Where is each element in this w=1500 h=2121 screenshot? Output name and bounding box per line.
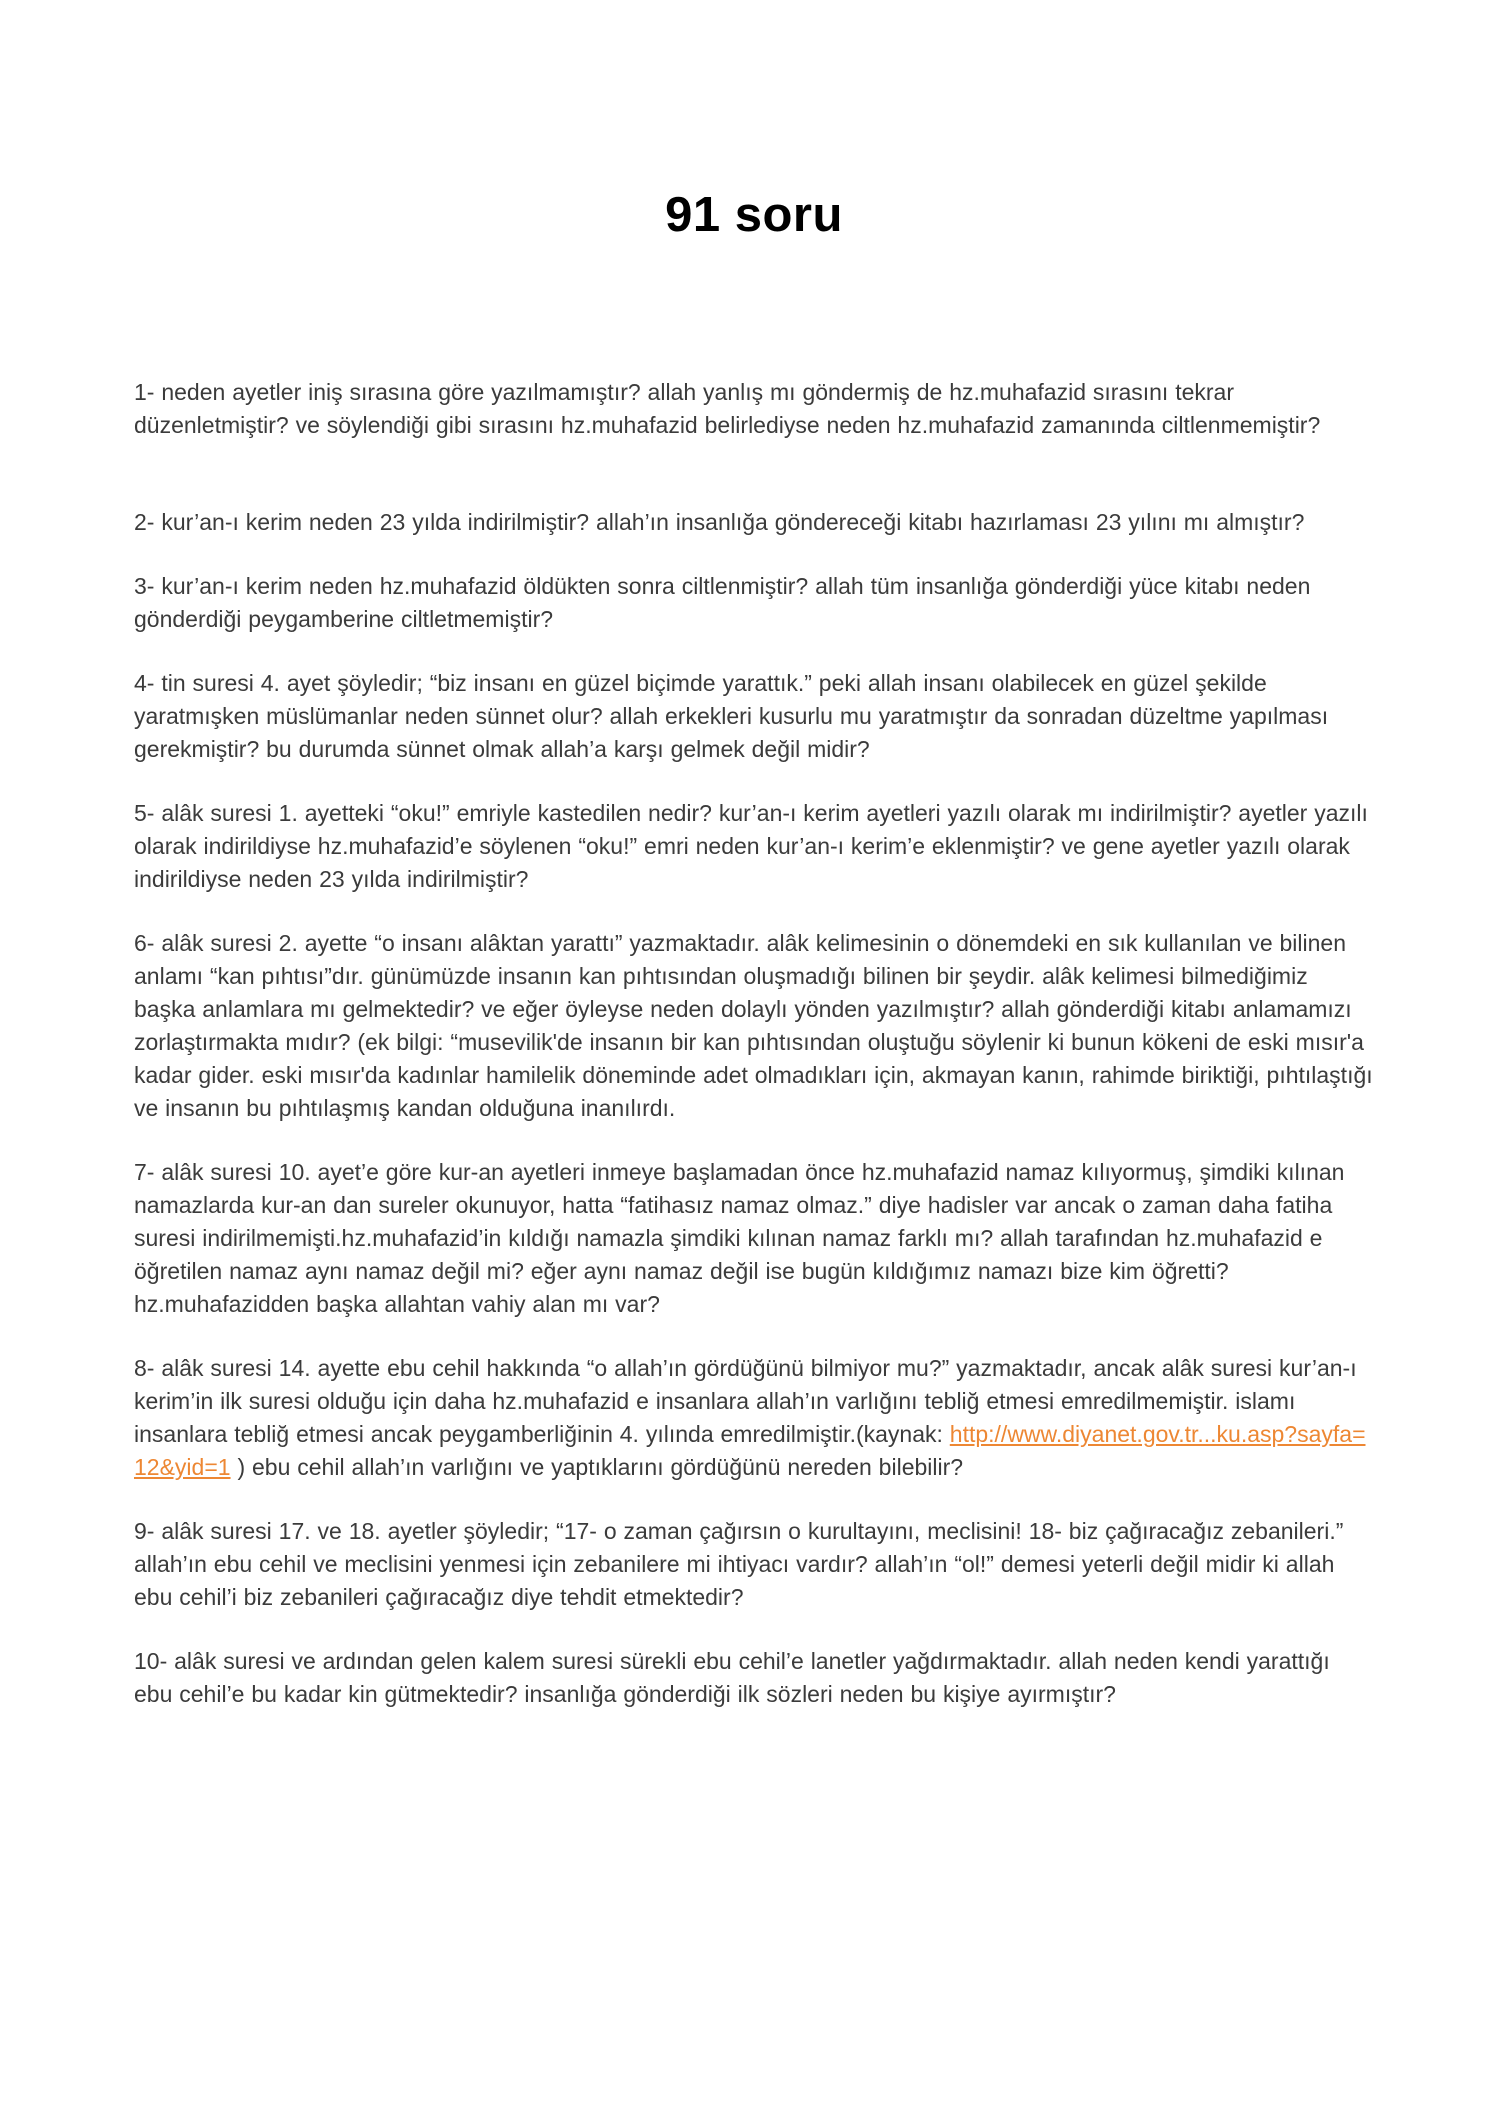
question-7: 7- alâk suresi 10. ayet’e göre kur-an ayetleri inmeye başlamadan önce hz.muhafazid namaz kılıyormuş, şimdiki kılınan namazlarda kur-an dan sureler okunuyor, hatta “fatihasız namaz olmaz.” diye hadisler var ancak o zaman daha fatiha suresi indirilmemişti.hz.muhafazid’in kıldığı namazla şimdiki kılınan namaz farklı mı? allah tarafından hz.muhafazid e öğretilen namaz aynı namaz değil mi? eğer aynı namaz değil ise bugün kıldığımız namazı bize kim öğretti? hz.muhafazidden başka allahtan vahiy alan mı var?: [134, 1159, 1345, 1317]
question-6: 6- alâk suresi 2. ayette “o insanı alâktan yarattı” yazmaktadır. alâk kelimesinin o dönemdeki en sık kullanılan ve bilinen anlamı “kan pıhtısı”dır. günümüzde insanın kan pıhtısından oluşmadığı bilinen bir şeydir. alâk kelimesi bilmediğimiz başka anlamlara mı gelmektedir? ve eğer öyleyse neden dolaylı yönden yazılmıştır? allah gönderdiği kitabı anlamamızı zorlaştırmakta mıdır? (ek bilgi: “musevilik'de insanın bir kan pıhtısından oluştuğu söylenir ki bunun kökeni de eski mısır'a kadar gider. eski mısır'da kadınlar hamilelik döneminde adet olmadıkları için, akmayan kanın, rahimde biriktiği, pıhtılaştığı ve insanın bu pıhtılaşmış kandan olduğuna inanılırdı.: [134, 930, 1373, 1121]
question-1: 1- neden ayetler iniş sırasına göre yazılmamıştır? allah yanlış mı göndermiş de hz.muhafazid sırasını tekrar düzenletmiştir? ve söylendiği gibi sırasını hz.muhafazid belirlediyse neden hz.muhafazid zamanında ciltlenmemiştir?: [134, 379, 1321, 438]
page-title: 91 soru: [665, 188, 843, 242]
question-2: 2- kur’an-ı kerim neden 23 yılda indirilmiştir? allah’ın insanlığa göndereceği kitabı hazırlaması 23 yılını mı almıştır?: [134, 509, 1305, 535]
question-10: 10- alâk suresi ve ardından gelen kalem suresi sürekli ebu cehil’e lanetler yağdırmaktadır. allah neden kendi yarattığı ebu cehil’e bu kadar kin gütmektedir? insanlığa gönderdiği ilk sözleri neden bu kişiye ayırmıştır?: [134, 1648, 1330, 1707]
question-4: 4- tin suresi 4. ayet şöyledir; “biz insanı en güzel biçimde yarattık.” peki allah insanı olabilecek en güzel şekilde yaratmışken müslümanlar neden sünnet olur? allah erkekleri kusurlu mu yaratmıştır da sonradan düzeltme yapılması gerekmiştir? bu durumda sünnet olmak allah’a karşı gelmek değil midir?: [134, 670, 1329, 762]
question-8-text-before-link: 8- alâk suresi 14. ayette ebu cehil hakkında “o allah’ın gördüğünü bilmiyor mu?” yazmaktadır, ancak alâk suresi kur’an-ı kerim’in ilk suresi olduğu için daha hz.muhafazid e insanlara allah’ın varlığını tebliğ etmesi emredilmemiştir. islamı insanlara tebliğ etmesi ancak peygamberliğinin 4. yılında emredilmiştir.(kaynak:: [134, 1355, 1357, 1447]
diyanet-source-link[interactable]: http://www.diyanet.gov.tr...ku.asp?sayfa=12&yid=1: [134, 1421, 1366, 1480]
question-3: 3- kur’an-ı kerim neden hz.muhafazid öldükten sonra ciltlenmiştir? allah tüm insanlığa gönderdiği yüce kitabı neden gönderdiği peygamberine ciltletmemiştir?: [134, 573, 1311, 632]
question-8-text-after-link: ) ebu cehil allah’ın varlığını ve yaptıklarını gördüğünü nereden bilebilir?: [230, 1454, 964, 1480]
question-8: [134, 1352, 1374, 1484]
question-5: 5- alâk suresi 1. ayetteki “oku!” emriyle kastedilen nedir? kur’an-ı kerim ayetleri yazılı olarak mı indirilmiştir? ayetler yazılı olarak indirildiyse hz.muhafazid’e söylenen “oku!” emri neden kur’an-ı kerim’e eklenmiştir? ve gene ayetler yazılı olarak indirildiyse neden 23 yılda indirilmiştir?: [134, 800, 1368, 892]
question-9: 9- alâk suresi 17. ve 18. ayetler şöyledir; “17- o zaman çağırsın o kurultayını, meclisini! 18- biz çağıracağız zebanileri.” allah’ın ebu cehil ve meclisini yenmesi için zebanilere mi ihtiyacı vardır? allah’ın “ol!” demesi yeterli değil midir ki allah ebu cehil’i biz zebanileri çağıracağız diye tehdit etmektedir?: [134, 1518, 1344, 1610]
